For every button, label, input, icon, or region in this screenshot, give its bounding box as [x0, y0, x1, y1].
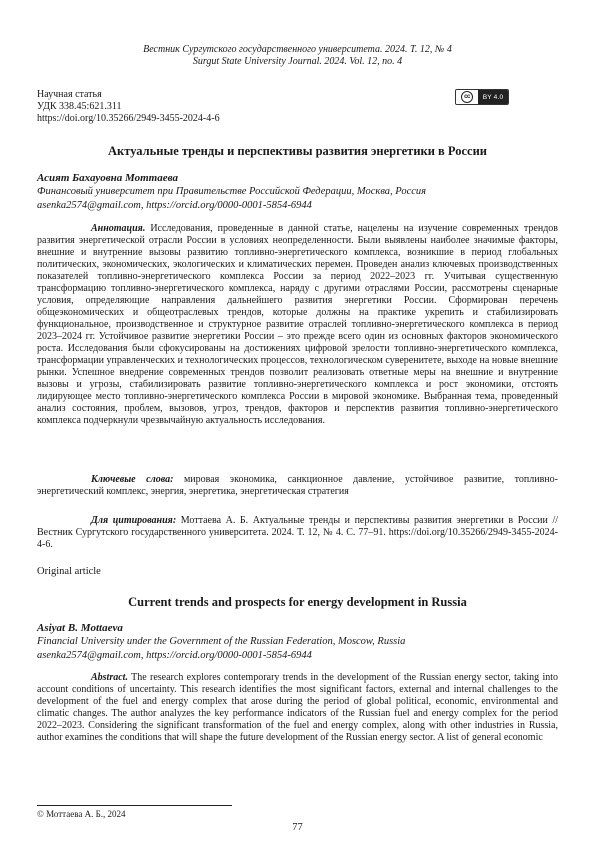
footnote-divider: [37, 805, 232, 806]
page-number: 77: [292, 822, 303, 833]
citation-text-ru: Моттаева А. Б. Актуальные тренды и перспективы развития энергетики в России // Вестник Сургутского государственного университета. 2024. Т. 12, № 4. С. 77–91. https://doi.org/10.35266/2949-3455-2024-4-6.: [37, 515, 559, 550]
article-type-ru: Научная статья: [37, 89, 102, 100]
citation-ru: [37, 515, 558, 551]
cc-icon: cc: [456, 90, 478, 104]
article-type-en: Original article: [37, 566, 101, 577]
affiliation-ru: Финансовый университет при Правительстве Российской Федерации, Москва, Россия: [37, 186, 427, 197]
abstract-label-en: Abstract.: [91, 672, 128, 683]
affiliation-en: Financial University under the Government of the Russian Federation, Moscow, Russia: [37, 636, 406, 647]
license-label: BY 4.0: [478, 90, 508, 104]
udc-code: УДК 338.45:621.311: [37, 101, 122, 112]
abstract-label-ru: Аннотация.: [91, 223, 146, 234]
copyright-notice: © Моттаева А. Б., 2024: [37, 809, 126, 819]
citation-label-ru: Для цитирования:: [91, 515, 177, 526]
contacts-ru: asenka2574@gmail.com, https://orcid.org/0000-0001-5854-6944: [37, 200, 312, 211]
journal-header-en: Surgut State University Journal. 2024. Vol. 12, no. 4: [192, 56, 403, 67]
abstract-ru: [37, 223, 558, 427]
abstract-text-en: The research explores contemporary trends in the development of the Russian energy sector, taking into account conditions of uncertainty. This research identifies the most significant factors, external and internal challenges to the development of the fuel and energy complex that arose during the period of global political, economic, environmental and climatic changes. The author analyzes the key performance indicators of the Russian fuel and energy complex for the period 2022–2023. Considering the significant transformation of the fuel and energy complex, along with other industries in Russia, author examines the conditions that will shape the future development of the Russian energy sector. A list of general economic: [37, 672, 558, 743]
contacts-en: asenka2574@gmail.com, https://orcid.org/0000-0001-5854-6944: [37, 650, 312, 661]
author-ru: Асият Бахауовна Моттаева: [37, 172, 178, 184]
keywords-label-ru: Ключевые слова:: [91, 474, 174, 485]
title-ru: Актуальные тренды и перспективы развития энергетики в России: [107, 144, 487, 158]
abstract-en: [37, 672, 558, 744]
doi-link[interactable]: https://doi.org/10.35266/2949-3455-2024-4-6: [37, 113, 220, 124]
keywords-text-ru: мировая экономика, санкционное давление, устойчивое развитие, топливно-энергетический комплекс, энергия, энергетика, энергетическая стратегия: [37, 474, 558, 497]
journal-header-ru: Вестник Сургутского государственного университета. 2024. Т. 12, № 4: [143, 44, 452, 55]
cc-license-badge[interactable]: [455, 89, 509, 105]
abstract-text-ru: Исследования, проведенные в данной статье, нацелены на изучение современных трендов развития энергетической отрасли России в условиях неопределенности. Были выявлены наиболее значимые факторы, внешние и внутренние вызовы развитию топливно-энергетического комплекса, возникшие в период глобальных политических, экономических, экологических и климатических перемен. Проведен анализ ключевых производственных показателей топливно-энергетического комплекса России за период 2022–2023 гг. Учитывая существенную трансформацию топливно-энергетического комплекса, наряду с другими отраслями России, рассмотрены сценарные условия, определяющие направления дальнейшего развития энергетики России. Сформирован перечень общеэкономических и общеотраслевых трендов, которые должны на практике укрепить и стабилизировать функциональное, производственное и структурное развитие отраслей топливно-энергетического комплекса в период 2023–2024 гг. Устойчивое развитие энергетики России – это прежде всего один из основных факторов экономического роста. Исследования были сфокусированы на достижениях цифровой зрелости топливно-энергетического комплекса, трансформации управленческих и технологических процессов, технологическом суверенитете, выходе на новые внешние рынки. Успешное внедрение современных трендов позволит реализовать ответные меры на внешние и внутренние вызовы и угрозы, стабилизировать развитие топливно-энергетического комплекса и рост экономики, отстоять лидирующее место топливно-энергетического комплекса России в мировой экономике. Выбранная тема, проведенный анализ состояния, проблем, вызовов, угроз, трендов, факторов и перспектив развития топливно-энергетического комплекса подчеркнули чрезвычайную актуальность исследования.: [37, 223, 558, 426]
keywords-ru: [37, 474, 558, 498]
author-en: Asiyat B. Mottaeva: [37, 622, 123, 634]
title-en: Current trends and prospects for energy development in Russia: [128, 595, 467, 609]
